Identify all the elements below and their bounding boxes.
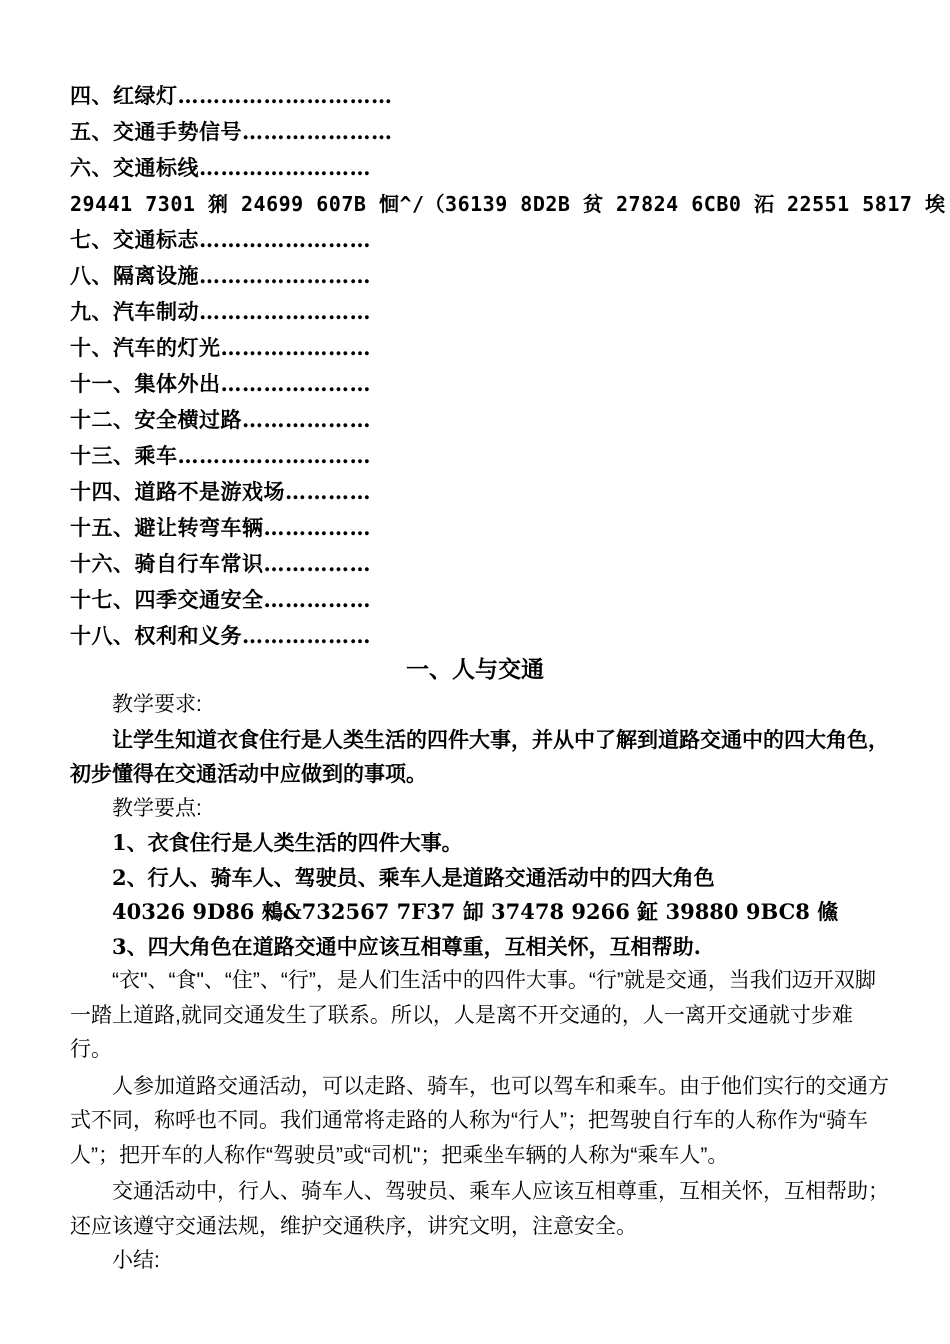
toc-item: 八、隔离设施…………………… <box>70 263 371 288</box>
toc-item: 十、汽车的灯光………………… <box>70 335 371 360</box>
toc-item: 十五、避让转弯车辆…………… <box>70 515 371 540</box>
summary-label: 小结: <box>112 1249 160 1272</box>
toc-item: 十八、权利和义务……………… <box>70 623 371 648</box>
paragraph-1: “衣"、“食"、“住”、“行”，是人们生活中的四件大事。“行”就是交通，当我们迈开双脚一踏上道路,就同交通发生了联系。所以，人是离不开交通的，人一离开交通就寸步难行。 <box>70 969 876 1061</box>
key-point-code-line: 40326 9D86 鶆&732567 7F37 缷 37478 9266 鉦 39880 9BC8 鯈 <box>112 899 839 924</box>
toc-item: 十一、集体外出………………… <box>70 371 371 396</box>
table-of-contents <box>70 78 946 654</box>
section-title: 一、人与交通 <box>406 657 544 683</box>
toc-code-line: 29441 7301 猁 24699 607B 恛^/（36139 8D2B 贫 27824 6CB0 沰 22551 5817 埃 <box>70 192 946 216</box>
toc-item: 六、交通标线…………………… <box>70 155 371 180</box>
paragraph-2: 人参加道路交通活动，可以走路、骑车，也可以驾车和乘车。由于他们实行的交通方式不同，称呼也不同。我们通常将走路的人称为“行人”；把驾驶自行车的人称作为“骑车人”；把开车的人称作“驾驶员”或“司机"；把乘坐车辆的人称为“乘车人”。 <box>70 1074 889 1167</box>
toc-item: 十三、乘车……………………… <box>70 443 371 468</box>
toc-item: 十六、骑自行车常识…………… <box>70 551 371 576</box>
teaching-requirement-text: 让学生知道衣食住行是人类生活的四件大事，并从中了解到道路交通中的四大角色，初步懂得在交通活动中应做到的事项。 <box>70 726 889 786</box>
toc-item: 十二、安全横过路……………… <box>70 407 371 432</box>
toc-item: 七、交通标志…………………… <box>70 227 371 252</box>
paragraph-3: 交通活动中，行人、骑车人、驾驶员、乘车人应该互相尊重，互相关怀，互相帮助；还应该遵守交通法规，维护交通秩序，讲究文明，注意安全。 <box>70 1180 889 1238</box>
toc-item: 四、红绿灯………………………… <box>70 83 393 108</box>
toc-item: 五、交通手势信号………………… <box>70 119 393 144</box>
toc-item: 十七、四季交通安全…………… <box>70 587 371 612</box>
key-point-2: 2、行人、骑车人、驾驶员、乘车人是道路交通活动中的四大角色 <box>112 864 715 890</box>
toc-item: 十四、道路不是游戏场………… <box>70 479 371 504</box>
teaching-key-points-label: 教学要点: <box>112 796 202 820</box>
teaching-requirement-label: 教学要求: <box>112 693 202 716</box>
key-point-1: 1、衣食住行是人类生活的四件大事。 <box>112 830 463 855</box>
key-point-3: 3、四大角色在道路交通中应该互相尊重，互相关怀，互相帮助. <box>112 933 701 959</box>
lesson-body <box>70 688 890 1279</box>
toc-item: 九、汽车制动…………………… <box>70 299 371 324</box>
